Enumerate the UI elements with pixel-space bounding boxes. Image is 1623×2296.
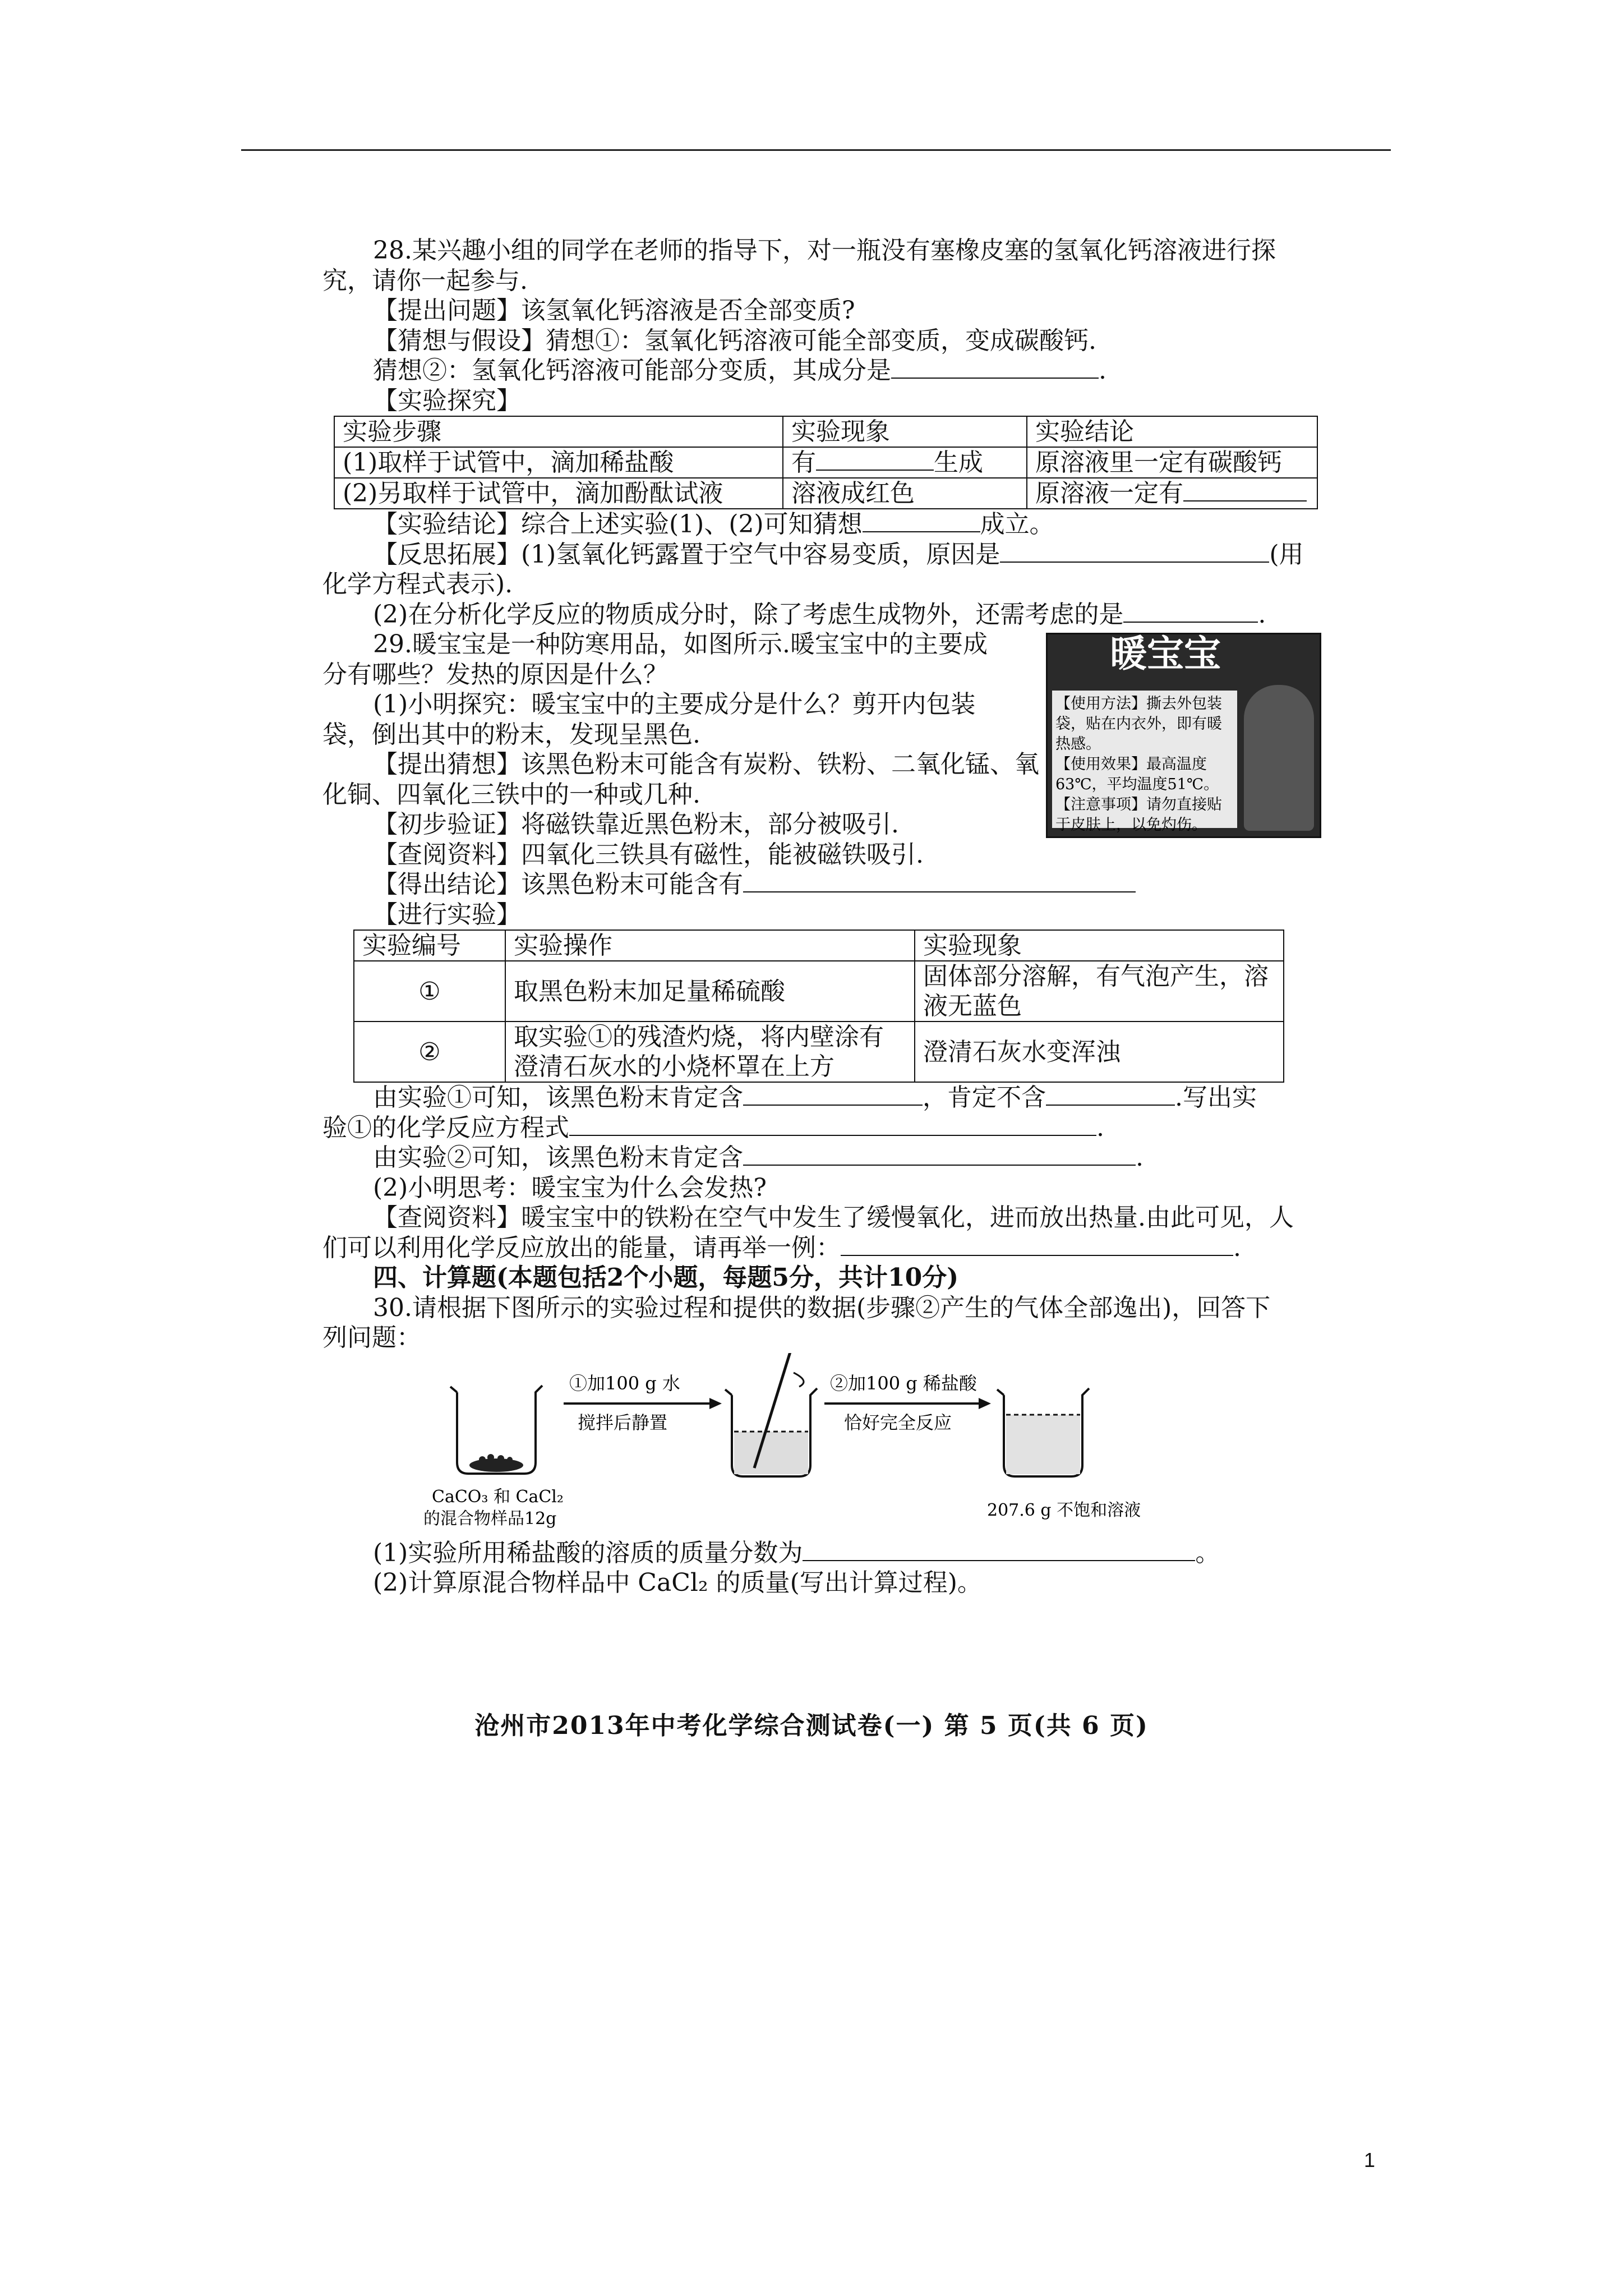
step2-label: ②加100 g 稀盐酸 xyxy=(830,1372,977,1394)
q30-intro: 30.请根据下图所示的实验过程和提供的数据(步骤②产生的气体全部逸出)，回答下 xyxy=(373,1293,1271,1322)
q29-intro: 29.暖宝宝是一种防寒用品，如图所示.暖宝宝中的主要成 xyxy=(373,630,988,659)
q28-reflect-cont: 化学方程式表示). xyxy=(322,570,513,599)
solution-3 xyxy=(1006,1415,1080,1474)
solid-sample xyxy=(469,1454,523,1472)
answer-blank[interactable] xyxy=(1046,1083,1175,1106)
table-cell: ② xyxy=(354,1022,505,1082)
answer-blank[interactable] xyxy=(743,870,1136,892)
q28-table xyxy=(334,416,1318,509)
table-cell: 取黑色粉末加足量稀硫酸 xyxy=(505,961,915,1022)
answer-blank[interactable] xyxy=(569,1114,1096,1136)
answer-blank[interactable] xyxy=(1183,479,1307,501)
label-sample: 的混合物样品12g xyxy=(423,1508,557,1529)
q29-lookup2-cont: 们可以利用化学反应放出的能量，请再举一例： . xyxy=(322,1233,1241,1262)
hand-warmer-image xyxy=(1046,633,1321,838)
q30-q1: (1)实验所用稀盐酸的溶质的质量分数为 。 xyxy=(373,1538,1220,1567)
arrow-2-head xyxy=(979,1398,991,1409)
table-row xyxy=(354,1022,1284,1082)
q29-block xyxy=(322,629,1326,930)
table-header: 实验操作 xyxy=(505,930,915,961)
q28-guess1: 【猜想与假设】猜想①：氢氧化钙溶液可能全部变质，变成碳酸钙. xyxy=(373,326,1096,355)
q29-verify: 【初步验证】将磁铁靠近黑色粉末，部分被吸引. xyxy=(373,810,899,839)
experiment-diagram xyxy=(322,1353,1326,1538)
table-cell: 取实验①的残渣灼烧，将内壁涂有 澄清石灰水的小烧杯罩在上方 xyxy=(505,1022,915,1082)
q30-q2: (2)计算原混合物样品中 CaCl₂ 的质量(写出计算过程)。 xyxy=(373,1568,982,1597)
arrow-1-head xyxy=(709,1398,722,1409)
answer-blank[interactable] xyxy=(803,1539,1195,1561)
q28-problem: 【提出问题】该氢氧化钙溶液是否全部变质? xyxy=(373,296,855,325)
table-row xyxy=(354,961,1284,1022)
table-cell: 固体部分溶解，有气泡产生，溶 液无蓝色 xyxy=(915,961,1284,1022)
label-final: 207.6 g 不饱和溶液 xyxy=(987,1500,1141,1520)
table-cell: 澄清石灰水变浑浊 xyxy=(915,1022,1284,1082)
table-cell: 有 生成 xyxy=(783,447,1027,478)
table-cell: (2)另取样于试管中，滴加酚酞试液 xyxy=(334,478,783,509)
q29-result1: 由实验①可知，该黑色粉末肯定含 ，肯定不含 .写出实 xyxy=(373,1083,1257,1112)
ad-line: 【使用效果】最高温度63℃，平均温度51℃。 xyxy=(1055,756,1219,793)
q29-table xyxy=(353,930,1284,1083)
table-header-row xyxy=(334,416,1317,447)
q29-guess-cont: 化铜、四氧化三铁中的一种或几种. xyxy=(322,780,700,809)
q29-conclude: 【得出结论】该黑色粉末可能含有 xyxy=(322,869,1326,900)
stir-arrow xyxy=(794,1373,804,1387)
ad-title: 暖宝宝 xyxy=(1110,633,1221,675)
ad-line: 【使用方法】撕去外包装袋，贴在内衣外，即有暖热感。 xyxy=(1055,695,1222,753)
table-cell: ① xyxy=(354,961,505,1022)
solution-2 xyxy=(734,1432,808,1474)
table-row xyxy=(334,478,1317,509)
table-cell: 原溶液里一定有碳酸钙 xyxy=(1027,447,1317,478)
q28-explore: 【实验探究】 xyxy=(373,386,521,415)
experiment-diagram-svg xyxy=(322,1353,1326,1538)
figure-illustration xyxy=(1244,685,1314,831)
table-header: 实验现象 xyxy=(915,930,1284,961)
table-cell: 原溶液一定有 xyxy=(1027,478,1317,509)
header-rule xyxy=(241,149,1391,151)
table-cell: (1)取样于试管中，滴加稀盐酸 xyxy=(334,447,783,478)
q29-experiment: 【进行实验】 xyxy=(373,900,521,929)
answer-blank[interactable] xyxy=(1000,540,1269,563)
q29-guess: 【提出猜想】该黑色粉末可能含有炭粉、铁粉、二氧化锰、氧 xyxy=(373,750,1039,779)
answer-blank[interactable] xyxy=(816,448,934,471)
ad-text xyxy=(1052,691,1237,834)
step2-sublabel: 恰好完全反应 xyxy=(844,1411,952,1433)
answer-blank[interactable] xyxy=(1123,600,1258,623)
table-header: 实验步骤 xyxy=(334,416,783,447)
q29-intro-cont: 分有哪些？发热的原因是什么？ xyxy=(322,660,668,689)
q28-conclusion: 【实验结论】综合上述实验(1)、(2)可知猜想 成立。 xyxy=(373,510,1054,539)
exam-content xyxy=(322,236,1326,1598)
answer-blank[interactable] xyxy=(743,1083,923,1106)
q29-lookup: 【查阅资料】四氧化三铁具有磁性，能被磁铁吸引. xyxy=(373,840,924,869)
ad-line: 【注意事项】请勿直接贴于皮肤上，以免灼伤。 xyxy=(1055,796,1222,834)
q29-result1-cont: 验①的化学反应方程式 . xyxy=(322,1113,1104,1142)
table-header: 实验现象 xyxy=(783,416,1027,447)
q29-explore: (1)小明探究：暖宝宝中的主要成分是什么？剪开内包装 xyxy=(373,690,976,719)
answer-blank[interactable] xyxy=(891,356,1099,379)
q28-reflect2: (2)在分析化学反应的物质成分时，除了考虑生成物外，还需考虑的是 . xyxy=(373,600,1266,629)
table-header: 实验编号 xyxy=(354,930,505,961)
q28-intro: 28.某兴趣小组的同学在老师的指导下，对一瓶没有塞橡皮塞的氢氧化钙溶液进行探 xyxy=(373,236,1276,265)
q29-think: (2)小明思考：暖宝宝为什么会发热? xyxy=(373,1173,767,1202)
table-cell: 溶液成红色 xyxy=(783,478,1027,509)
table-header: 实验结论 xyxy=(1027,416,1317,447)
label-mixture: CaCO₃ 和 CaCl₂ xyxy=(432,1487,564,1507)
q29-result2: 由实验②可知，该黑色粉末肯定含 . xyxy=(373,1143,1144,1172)
step1-label: ①加100 g 水 xyxy=(569,1372,680,1394)
q28-reflect: 【反思拓展】(1)氢氧化钙露置于空气中容易变质，原因是 (用 xyxy=(373,540,1304,569)
table-header-row xyxy=(354,930,1284,961)
q30-intro-cont: 列问题： xyxy=(322,1323,421,1352)
q29-explore-cont: 袋，倒出其中的粉末，发现呈黑色. xyxy=(322,720,700,749)
step1-sublabel: 搅拌后静置 xyxy=(578,1411,668,1433)
q28-intro-cont: 究，请你一起参与. xyxy=(322,266,528,295)
answer-blank[interactable] xyxy=(863,510,980,532)
answer-blank[interactable] xyxy=(743,1143,1136,1166)
page-footer: 沧州市2013年中考化学综合测试卷(一) 第 5 页(共 6 页) xyxy=(474,1711,1149,1740)
table-row xyxy=(334,447,1317,478)
page-number: 1 xyxy=(1364,2148,1376,2171)
section-heading: 四、计算题(本题包括2个小题，每题5分，共计10分) xyxy=(373,1263,959,1292)
answer-blank[interactable] xyxy=(841,1234,1233,1256)
q28-guess2: 猜想②：氢氧化钙溶液可能部分变质，其成分是 . xyxy=(373,356,1106,385)
q29-lookup2: 【查阅资料】暖宝宝中的铁粉在空气中发生了缓慢氧化，进而放出热量.由此可见，人 xyxy=(373,1203,1294,1232)
